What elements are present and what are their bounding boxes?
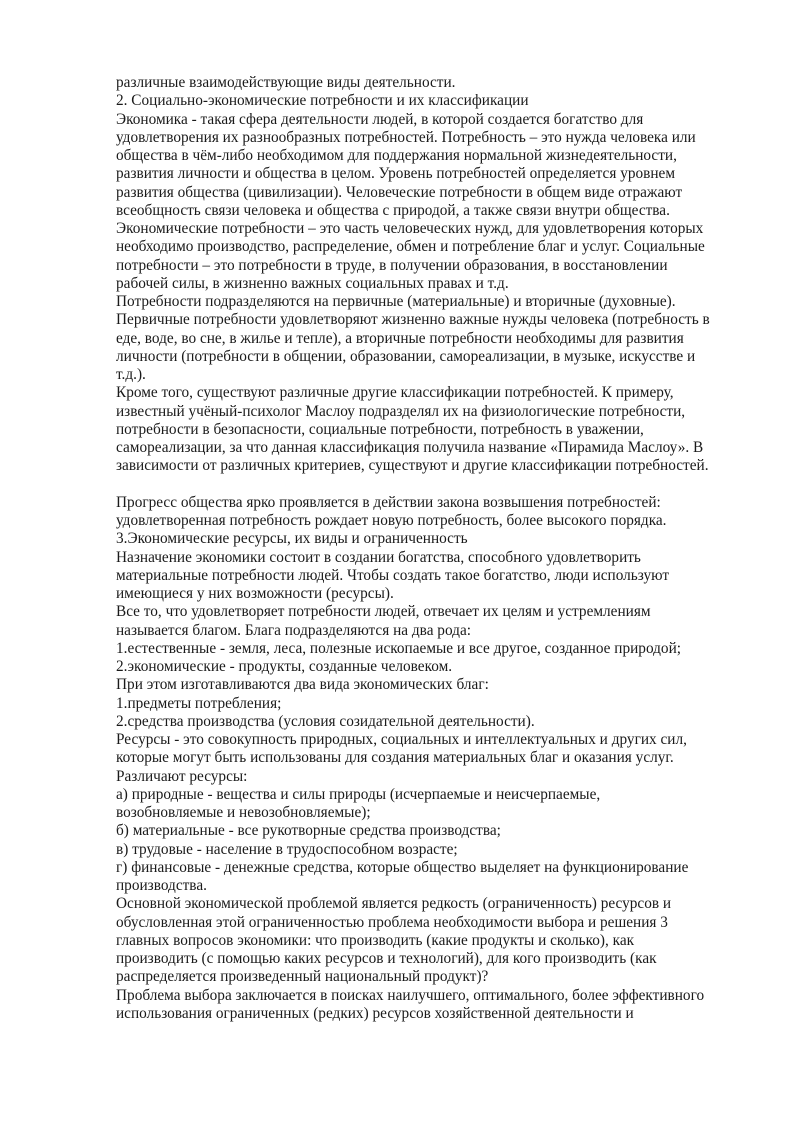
list-item: 1.предметы потребления;: [116, 694, 282, 712]
text-line: различные взаимодействующие виды деятельности.: [116, 74, 456, 91]
text-line: распределяется произведенный национальный продукт)?: [116, 968, 489, 986]
text-line: Основной экономической проблемой является редкость (ограниченность) ресурсов и: [116, 895, 672, 913]
text-line: использования ограниченных (редких) ресурсов хозяйственной деятельности и: [116, 1004, 634, 1022]
text-line: Ресурсы - это совокупность природных, социальных и интеллектуальных и других сил,: [116, 731, 687, 748]
list-item: б) материальные - все рукотворные средства производства;: [116, 822, 501, 840]
text-line: необходимо производство, распределение, обмен и потребление благ и услуг. Социальные: [116, 238, 705, 256]
text-line: Назначение экономики состоит в создании богатства, способного удовлетворить: [116, 548, 641, 566]
text-line: еде, воде, во сне, в жилье и тепле), а вторичные потребности необходимы для развития: [116, 329, 684, 347]
text-line: которые могут быть использованы для создания материальных благ и оказания услуг.: [116, 749, 674, 767]
text-line: имеющиеся у них возможности (ресурсы).: [116, 585, 394, 602]
text-line: потребности в безопасности, социальные потребности, потребность в уважении,: [116, 420, 644, 438]
text-line: Проблема выбора заключается в поисках наилучшего, оптимального, более эффективного: [116, 986, 705, 1004]
list-item-continuation: возобновляемые и невозобновляемые);: [116, 804, 371, 821]
text-line: развития личности и общества в целом. Уровень потребностей определяется уровнем: [116, 165, 676, 183]
blank-line: [116, 476, 788, 494]
text-line: обусловленная этой ограниченностью проблема необходимости выбора и решения 3: [116, 913, 668, 931]
text-line: удовлетворения их разнообразных потребностей. Потребность – это нужда человека или: [116, 128, 696, 146]
text-line: личности (потребности в общении, образовании, самореализации, в музыке, искусстве и: [116, 347, 696, 365]
section-heading-2: 2. Социально-экономические потребности и их классификации: [116, 92, 529, 110]
list-item-continuation: производства.: [116, 877, 207, 894]
list-item: г) финансовые - денежные средства, которые общество выделяет на функционирование: [116, 858, 689, 876]
text-line: главных вопросов экономики: что производить (какие продукты и сколько), как: [116, 931, 635, 949]
text-line: т.д.).: [116, 366, 146, 383]
text-line: общества в чём-либо необходимом для поддержания нормальной жизнедеятельности,: [116, 147, 677, 164]
section-heading-3: 3.Экономические ресурсы, их виды и ограниченность: [116, 530, 468, 548]
text-line: Экономика - такая сфера деятельности людей, в которой создается богатство для: [116, 110, 644, 128]
text-line: При этом изготавливаются два вида экономических благ:: [116, 676, 489, 694]
list-item: 2.средства производства (условия созидательной деятельности).: [116, 712, 535, 730]
text-line: Экономические потребности – это часть человеческих нужд, для удовлетворения которых: [116, 220, 704, 237]
text-line: Различают ресурсы:: [116, 767, 248, 785]
text-line: рабочей силы, в жизненно важных социальных правах и т.д.: [116, 274, 509, 292]
text-line: Все то, что удовлетворяет потребности людей, отвечает их целям и устремлениям: [116, 603, 651, 621]
text-line: производить (с помощью каких ресурсов и технологий), для кого производить (как: [116, 950, 657, 967]
text-line: Кроме того, существуют различные другие классификации потребностей. К примеру,: [116, 384, 674, 402]
document-page: [116, 74, 788, 1023]
text-line: потребности – это потребности в труде, в получении образования, в восстановлении: [116, 256, 668, 274]
list-item: 1.естественные - земля, леса, полезные ископаемые и все другое, созданное природой;: [116, 639, 682, 657]
text-line: самореализации, за что данная классификация получила название «Пирамида Маслоу». В: [116, 439, 704, 456]
list-item: 2.экономические - продукты, созданные человеком.: [116, 658, 453, 675]
text-line: называется благом. Блага подразделяются на два рода:: [116, 621, 471, 639]
text-line: удовлетворенная потребность рождает новую потребность, более высокого порядка.: [116, 512, 667, 529]
text-line: материальные потребности людей. Чтобы создать такое богатство, люди используют: [116, 566, 670, 584]
text-line: известный учёный-психолог Маслоу подразделял их на физиологические потребности,: [116, 402, 686, 420]
text-line: Прогресс общества ярко проявляется в действии закона возвышения потребностей:: [116, 493, 661, 511]
list-item: а) природные - вещества и силы природы (исчерпаемые и неисчерпаемые,: [116, 785, 601, 803]
text-line: Потребности подразделяются на первичные (материальные) и вторичные (духовные).: [116, 293, 676, 310]
list-item: в) трудовые - население в трудоспособном возрасте;: [116, 840, 458, 858]
text-line: Первичные потребности удовлетворяют жизненно важные нужды человека (потребность в: [116, 311, 710, 329]
text-line: развития общества (цивилизации). Человеческие потребности в общем виде отражают: [116, 183, 683, 201]
text-line: зависимости от различных критериев, существуют и другие классификации потребностей.: [116, 457, 709, 475]
text-line: всеобщность связи человека и общества с природой, а также связи внутри общества.: [116, 201, 670, 219]
